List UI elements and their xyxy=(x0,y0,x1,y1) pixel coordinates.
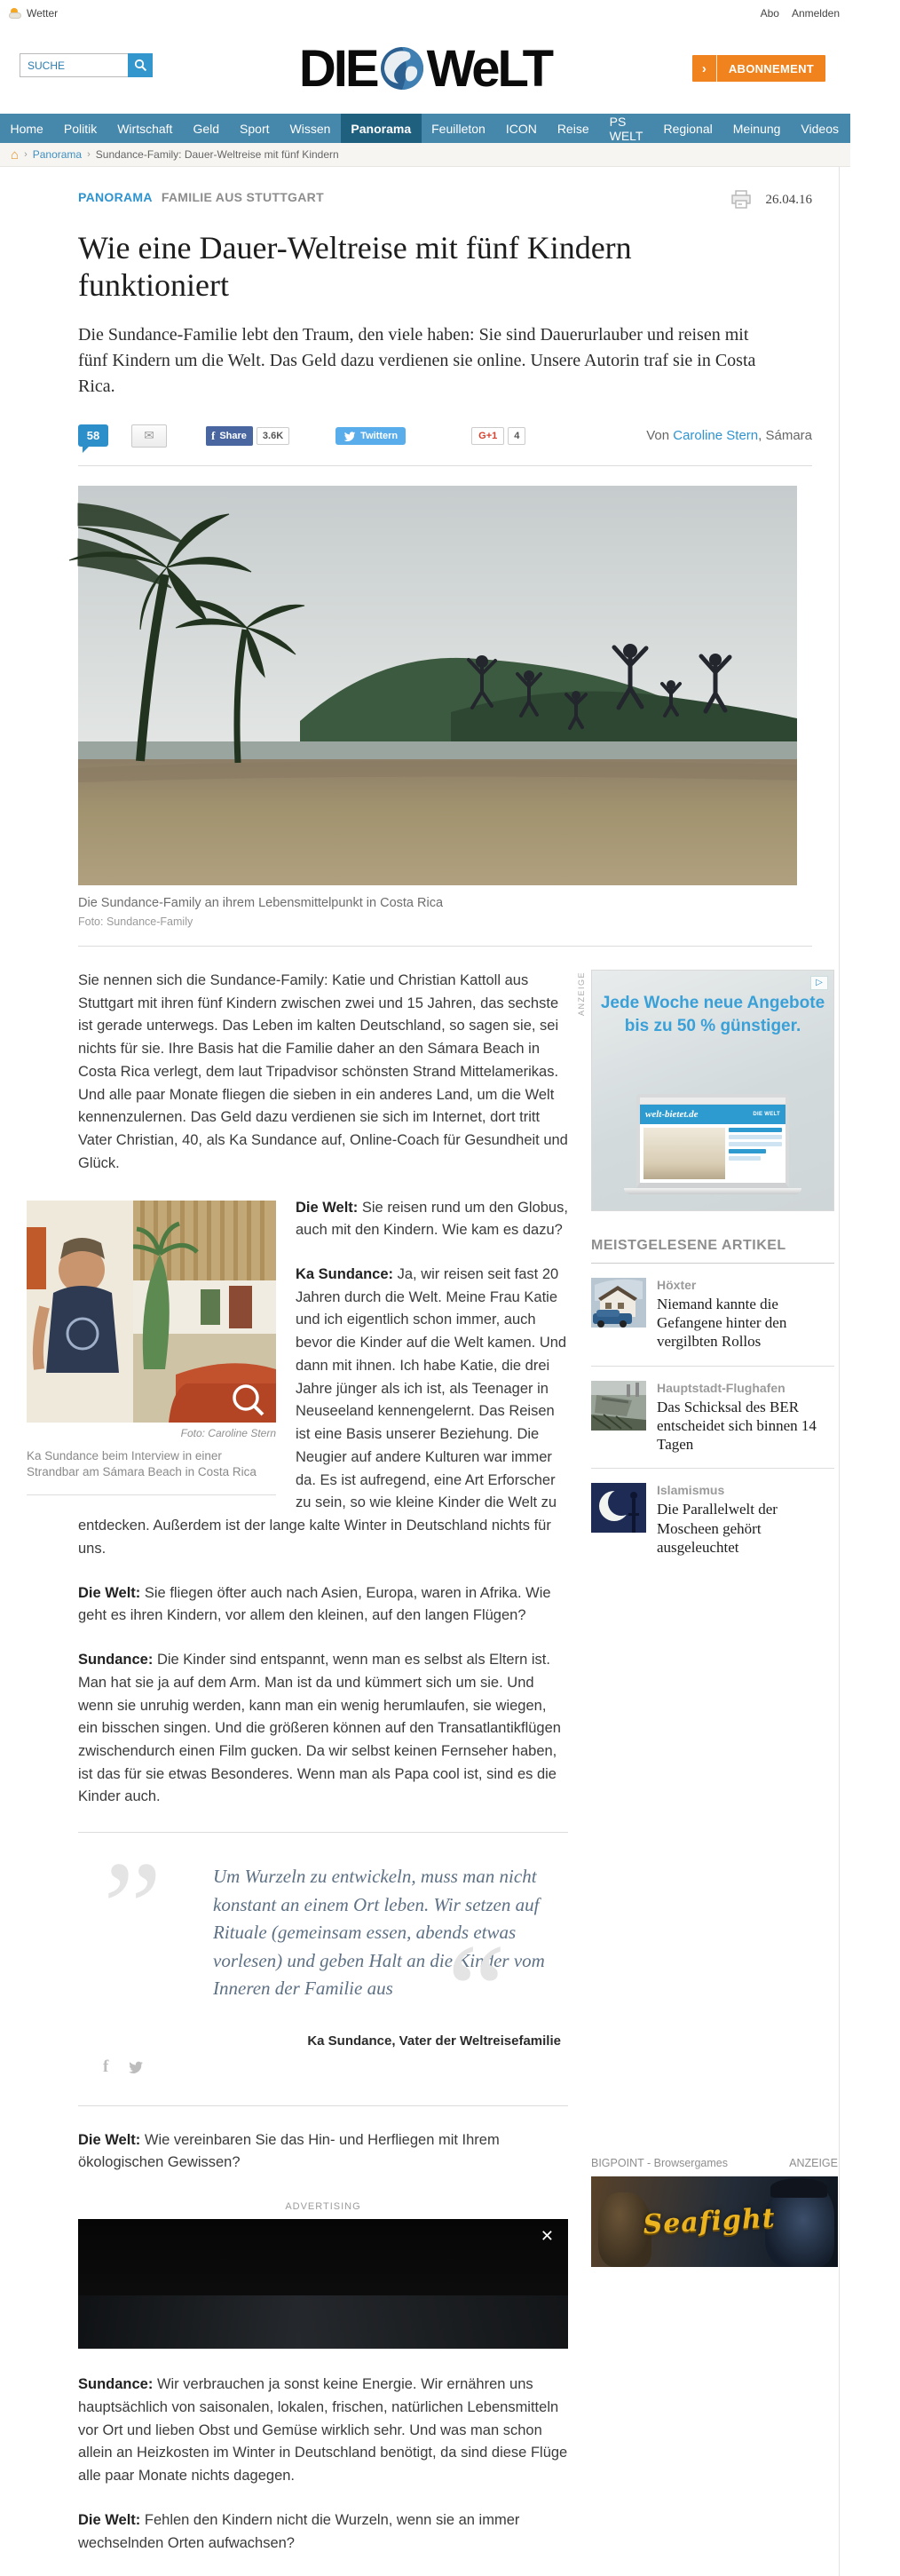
site-header xyxy=(0,23,850,114)
breadcrumb-article-title: Sundance-Family: Dauer-Weltreise mit fünf Kindern xyxy=(95,148,339,161)
nav-item-wirtschaft[interactable]: Wirtschaft xyxy=(117,121,173,136)
chevron-right-icon: › xyxy=(692,55,717,82)
top-utility-bar xyxy=(0,0,850,23)
kicker-row xyxy=(27,190,839,210)
teaser-title: Das Schicksal des BER entscheidet sich binnen 14 Tagen xyxy=(657,1398,817,1454)
article-body xyxy=(27,970,568,2576)
googleplus-share-count: 4 xyxy=(508,427,525,445)
interview-image-caption: Ka Sundance beim Interview in einer Strandbar am Sámara Beach in Costa Rica xyxy=(27,1448,257,1478)
teaser-kicker: Islamismus xyxy=(657,1483,725,1498)
anzeige-vertical-label: ANZEIGE xyxy=(577,971,586,1016)
qa-answer: Ka Sundance: Ja, wir reisen seit fast 20 Jahren durch die Welt. Meine Frau Katie und ich eigentlich schon immer, auch bevor die Kinder auf die Welt kamen. Und dann mit ihnen. Ich habe Katie, die drei Jahre jünger als ich ist, als Teenager in Neuseeland kennengelernt. Das Reisen ist eine Basis unserer Beziehung. Die Neugier auf andere Kulturen war immer da. Es ist aufregend, eine Art Erforscher zu sein, so wie kleine Kinder die Welt zu entdecken. Außerdem ist der lange kalte Winter in Deutschland nichts für uns. xyxy=(78,1266,567,1557)
abo-link[interactable]: Abo xyxy=(760,7,779,20)
most-read-heading: MEISTGELESENE ARTIKEL xyxy=(591,1238,834,1264)
nav-item-meinung[interactable]: Meinung xyxy=(732,121,781,136)
facebook-icon: f xyxy=(211,428,216,442)
interview-image-credit: Foto: Caroline Stern xyxy=(180,1426,276,1439)
pirate-hat xyxy=(770,2178,827,2198)
qa-answer: Sundance: Wir verbrauchen ja sonst keine Energie. Wir ernähren uns hauptsächlich von saisonalen, lokalen, frischen, natürlichen Lebensmitteln vor Ort und lieben Obst und Gemüse wirklich sehr. Und was man schon allein an Heizkosten im Winter in Deutschland benötigt, da sind diese Flüge alle paar Monate nichts dagegen. xyxy=(78,2376,568,2485)
article-card xyxy=(27,167,840,2576)
teaser-title: Die Parallelwelt der Moscheen gehört ausgeleuchtet xyxy=(657,1501,778,1556)
globe-icon xyxy=(379,45,425,91)
author-link[interactable]: Caroline Stern xyxy=(673,428,759,444)
facebook-share-button[interactable] xyxy=(206,426,253,446)
twitter-share-button[interactable] xyxy=(336,427,406,445)
qa-answer: Sundance: Die Kinder sind entspannt, wenn man es selbst als Eltern ist. Man hat sie ja auf dem Arm. Man ist da und kümmert sich um sie. Und wenn sie unruhig werden, kann man ein wenig herumlaufen, sie wiegen, ein bisschen singen. Und die größeren können auf den Transatlantikflügen zwischendurch einen Film gucken. Da wir selbst keinen Fernseher haben, ist das für sie etwas Besonderes. Wenn man als Papa cool ist, sind es die Kinder auch. xyxy=(78,1652,561,1805)
teaser-title: Niemand kannte die Gefangene hinter den vergilbten Rollos xyxy=(657,1295,787,1351)
abonnement-label: ABONNEMENT xyxy=(728,61,814,75)
hero-caption: Die Sundance-Family an ihrem Lebensmittelpunkt in Costa Rica xyxy=(78,895,444,910)
quote-facebook-icon[interactable]: f xyxy=(103,2057,109,2076)
nav-item-feuilleton[interactable]: Feuilleton xyxy=(431,121,486,136)
teaser-kicker: Höxter xyxy=(657,1277,697,1292)
nav-item-regional[interactable]: Regional xyxy=(663,121,713,136)
video-ad[interactable] xyxy=(78,2219,568,2349)
video-ad-frame xyxy=(78,2295,568,2349)
facebook-share-count: 3.6K xyxy=(257,427,289,445)
quote-text: Um Wurzeln zu entwickeln, muss man nicht konstant an einem Ort leben. Wir setzen auf Rituale (gemeinsam essen, abends etwas vorlesen) und geben Halt an die Kinder vom Inneren der Familie aus xyxy=(213,1866,545,2000)
most-read-module xyxy=(591,1238,834,1571)
nav-item-videos[interactable]: Videos xyxy=(801,121,839,136)
quote-mark-close: “ xyxy=(446,1916,506,2065)
seafight-logo: Seafight xyxy=(642,2202,777,2241)
ad-brand: DIE WELT xyxy=(753,1111,780,1117)
nav-item-sport[interactable]: Sport xyxy=(240,121,270,136)
quote-attribution: Ka Sundance, Vater der Weltreisefamilie xyxy=(307,2033,561,2049)
intro-paragraph: Sie nennen sich die Sundance-Family: Katie und Christian Kattoll aus Stuttgart mit ihren fünf Kindern zwischen zwei und 15 Jahren, das sechste ist gerade unterwegs. Das Leben im kalten Deutschland, so sagen sie, sei nichts für sie. Ihre Basis hat die Familie daher an den Sámara Beach in Costa Rica verlegt, dem laut Tripadvisor schönsten Strand Mittelamerikas. Und alle paar Monate fliegen die sieben in ein anderes Land, um die Welt kennenzulernen. Das Geld dazu verdienen sie sich im Internet, dort tritt Vater Christian, 40, als Ka Sundance auf, Online-Coach für Gesundheit und Glück. xyxy=(78,971,568,1171)
adchoices-icon[interactable]: ▷ xyxy=(810,976,828,990)
abonnement-button[interactable] xyxy=(692,55,825,82)
breadcrumb-section-link[interactable]: Panorama xyxy=(32,148,83,161)
article-title: Wie eine Dauer-Weltreise mit fünf Kindern funktioniert xyxy=(78,230,632,304)
sidebar-ad[interactable] xyxy=(591,970,834,1211)
weather-icon xyxy=(9,8,22,19)
nav-item-home[interactable]: Home xyxy=(10,121,43,136)
advertising-label: ADVERTISING xyxy=(285,2201,361,2213)
logo-die-text: DIE xyxy=(298,40,377,98)
email-share-button[interactable] xyxy=(131,424,167,448)
article-lead: Die Sundance-Familie lebt den Traum, den viele haben: Sie sind Dauerurlauber und reisen mit fünf Kindern um die Welt. Das Geld dazu verdienen sie online. Unsere Autorin traf sie in Costa Rica. xyxy=(78,324,756,396)
ad-site-name: welt-bietet.de xyxy=(645,1108,699,1120)
teaser-kicker: Hauptstadt-Flughafen xyxy=(657,1380,786,1395)
nav-item-politik[interactable]: Politik xyxy=(63,121,98,136)
sidebar xyxy=(577,970,839,2576)
nav-item-reise[interactable]: Reise xyxy=(557,121,589,136)
googleplus-share-button[interactable]: G+1 xyxy=(471,427,504,445)
qa-question: Die Welt: Sie reisen rund um den Globus, auch mit den Kindern. Wie kam es dazu? xyxy=(296,1199,568,1239)
print-icon[interactable] xyxy=(730,190,752,210)
qa-question: Die Welt: Fehlen den Kindern nicht die Wurzeln, wenn sie an immer wechselnden Orten aufwachsen? xyxy=(78,2511,520,2551)
main-nav xyxy=(0,114,890,143)
qa-question: Die Welt: Sie fliegen öfter auch nach Asien, Europa, waren in Afrika. Wie geht es ihren Kindern, vor allem den kleinen, auf den langen Flügen? xyxy=(78,1584,551,1624)
most-read-item-2[interactable] xyxy=(591,1367,834,1470)
weather-link[interactable] xyxy=(9,7,58,20)
nav-item-icon[interactable]: ICON xyxy=(505,121,537,136)
inline-interview-figure xyxy=(27,1201,276,1495)
breadcrumb-separator: › xyxy=(24,149,28,160)
ad-laptop-graphic xyxy=(624,1094,801,1194)
pull-quote xyxy=(78,1833,568,2086)
ad-headline-line2: bis zu 50 % günstiger. xyxy=(624,1016,801,1035)
byline-prefix: Von xyxy=(646,428,674,444)
hero-credit: Foto: Sundance-Family xyxy=(78,915,193,928)
byline-suffix: , Sámara xyxy=(758,428,812,444)
bottom-ad-source[interactable]: BIGPOINT - Browsergames xyxy=(591,2157,728,2170)
quote-mark-open: ” xyxy=(103,1835,162,1983)
nav-item-pswelt[interactable]: PS WELT xyxy=(609,114,643,143)
seafight-ad-banner[interactable] xyxy=(591,2176,838,2267)
weather-label: Wetter xyxy=(27,7,59,20)
most-read-item-1[interactable] xyxy=(591,1264,834,1367)
divider xyxy=(78,2105,568,2106)
nav-item-wissen[interactable]: Wissen xyxy=(289,121,331,136)
bottom-ad-anzeige-label: ANZEIGE xyxy=(789,2157,838,2170)
close-icon[interactable]: ✕ xyxy=(540,2227,554,2246)
nav-item-geld[interactable]: Geld xyxy=(193,121,220,136)
hero-image[interactable] xyxy=(78,486,812,885)
teaser-thumbnail-airport xyxy=(591,1381,646,1431)
kicker-section[interactable]: PANORAMA xyxy=(78,190,153,204)
quote-twitter-icon[interactable] xyxy=(128,2060,144,2073)
publish-date: 26.04.16 xyxy=(765,192,812,207)
qa-question: Die Welt: Wie vereinbaren Sie das Hin- und Herfliegen mit Ihrem ökologischen Gewissen? xyxy=(78,2131,500,2171)
kicker-topic: FAMILIE AUS STUTTGART xyxy=(161,190,324,204)
logo-welt-text: WeLT xyxy=(426,40,552,98)
byline xyxy=(646,428,812,443)
share-row xyxy=(27,400,839,448)
twitter-share-label: Twittern xyxy=(360,430,399,441)
interview-image[interactable] xyxy=(27,1201,276,1423)
mail-icon: ✉ xyxy=(144,428,154,443)
bottom-ad-module xyxy=(591,2157,838,2267)
comments-badge[interactable]: 58 xyxy=(78,424,108,447)
nav-item-panorama[interactable]: Panorama xyxy=(341,114,422,143)
teaser-thumbnail-house xyxy=(591,1278,646,1328)
ad-headline-line1: Jede Woche neue Angebote xyxy=(600,993,825,1012)
facebook-share-label: Share xyxy=(219,430,247,441)
home-icon[interactable]: ⌂ xyxy=(11,147,20,162)
login-link[interactable]: Anmelden xyxy=(791,7,840,20)
twitter-icon xyxy=(343,431,356,441)
nav-item-markt[interactable]: Markt xyxy=(858,121,890,136)
most-read-item-3[interactable] xyxy=(591,1469,834,1571)
breadcrumb xyxy=(0,143,850,167)
breadcrumb-separator: › xyxy=(87,149,91,160)
teaser-thumbnail-crescent xyxy=(591,1483,646,1533)
divider xyxy=(78,465,812,466)
